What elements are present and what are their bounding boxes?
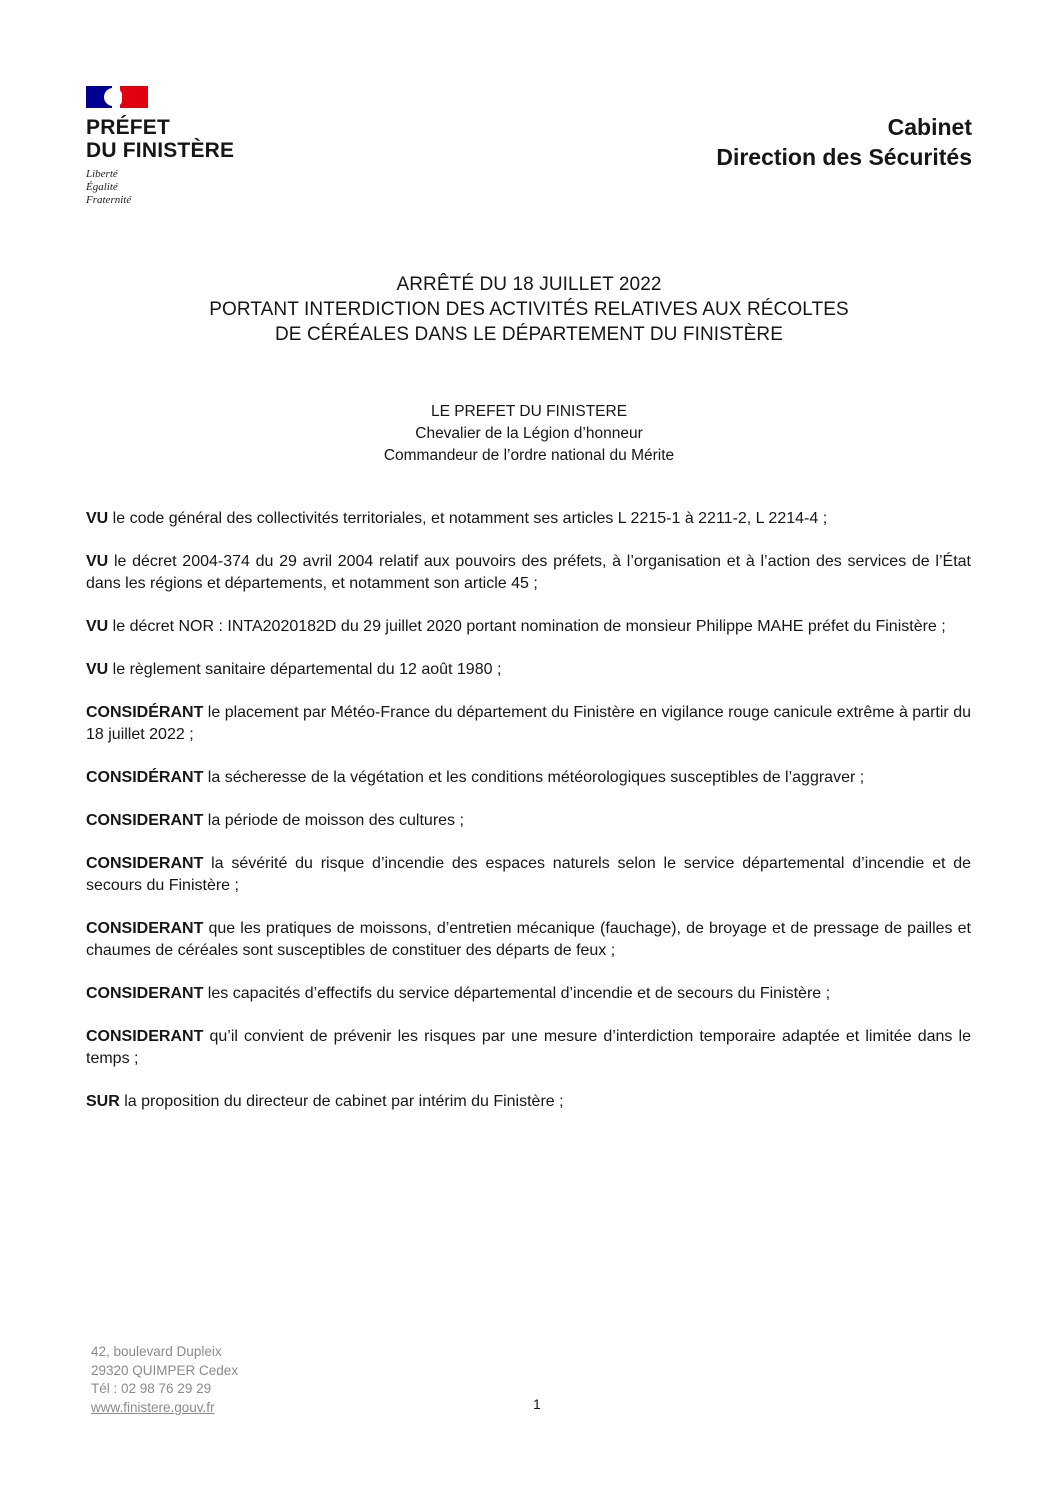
service-line-1: Cabinet [887,114,972,140]
footer-website-link[interactable]: www.finistere.gouv.fr [91,1399,215,1415]
prefecture-logo [86,86,234,207]
logo-motto [86,168,234,207]
title-line-3: DE CÉRÉALES DANS LE DÉPARTEMENT DU FINISTÈRE [274,324,783,345]
paragraph-lead: VU [86,661,109,678]
title-line-1: ARRÊTÉ DU 18 JUILLET 2022 [396,274,662,295]
footer-address-line-2: 29320 QUIMPER Cedex [91,1362,239,1378]
paragraph-lead: CONSIDÉRANT [86,769,204,786]
paragraph [86,983,971,1005]
document-title [0,272,1058,347]
paragraph [86,918,971,962]
paragraph-lead: CONSIDÉRANT [86,704,204,721]
paragraph-text: le placement par Météo-France du département du Finistère en vigilance rouge canicule extrême à partir du 18 juillet 2022 ; [86,704,971,743]
paragraph-lead: SUR [86,1093,120,1110]
footer-address-line-1: 42, boulevard Dupleix [91,1344,222,1359]
footer-phone: Tél : 02 98 76 29 29 [91,1381,212,1396]
paragraph-lead: VU [86,510,109,527]
paragraph-text: qu’il convient de prévenir les risques par une mesure d’interdiction temporaire adaptée et limitée dans le temps ; [86,1028,971,1067]
paragraph-text: les capacités d’effectifs du service départemental d’incendie et de secours du Finistère ; [203,985,831,1002]
authority-line-1: LE PREFET DU FINISTERE [430,403,628,420]
marianne-flag-icon [86,86,148,108]
authority-line-3: Commandeur de l’ordre national du Mérite [383,447,675,464]
paragraph-lead: VU [86,618,109,635]
paragraph-text: la période de moisson des cultures ; [203,812,464,829]
paragraph-text: la proposition du directeur de cabinet par intérim du Finistère ; [119,1093,564,1110]
paragraph [86,853,971,897]
paragraph-lead: CONSIDERANT [86,920,204,937]
logo-line-2: DU FINISTÈRE [86,139,235,162]
paragraph-lead: CONSIDERANT [86,855,204,872]
paragraph-lead: VU [86,553,109,570]
paragraph [86,1091,971,1113]
paragraph-text: le décret NOR : INTA2020182D du 29 juillet 2020 portant nomination de monsieur Philippe MAHE préfet du Finistère ; [108,618,946,635]
paragraph [86,810,971,832]
paragraph-text: que les pratiques de moissons, d’entretien mécanique (fauchage), de broyage et de pressage de pailles et chaumes de céréales sont susceptibles de constituer des départs de feux ; [86,920,971,959]
document-body [86,508,971,1134]
paragraph-text: la sévérité du risque d’incendie des espaces naturels selon le service départemental d’incendie et de secours du Finistère ; [86,855,971,894]
motto-fraternite: Fraternité [86,194,132,206]
paragraph-text: le règlement sanitaire départemental du 12 août 1980 ; [108,661,502,678]
paragraph-text: la sécheresse de la végétation et les conditions météorologiques susceptibles de l’aggraver ; [203,769,865,786]
footer-contact [91,1343,238,1417]
paragraph [86,702,971,746]
paragraph [86,659,971,681]
paragraph-lead: CONSIDERANT [86,812,204,829]
authority-block [0,401,1058,467]
logo-title [86,116,234,162]
paragraph-lead: CONSIDERANT [86,1028,204,1045]
paragraph [86,767,971,789]
title-line-2: PORTANT INTERDICTION DES ACTIVITÉS RELATIVES AUX RÉCOLTES [209,299,849,320]
page-number: 1 [533,1396,541,1412]
paragraph [86,551,971,595]
logo-line-1: PRÉFET [86,116,171,139]
motto-liberte: Liberté [86,168,118,180]
service-line-2: Direction des Sécurités [716,144,972,170]
paragraph-text: le décret 2004-374 du 29 avril 2004 relatif aux pouvoirs des préfets, à l’organisation et à l’action des services de l’État dans les régions et départements, et notamment son article 45 ; [86,553,971,592]
paragraph-text: le code général des collectivités territoriales, et notamment ses articles L 2215-1 à 2211-2, L 2214-4 ; [108,510,828,527]
paragraph [86,508,971,530]
authority-line-2: Chevalier de la Légion d’honneur [415,425,643,442]
motto-egalite: Égalité [86,181,118,193]
paragraph [86,616,971,638]
paragraph [86,1026,971,1070]
service-header [716,112,972,172]
paragraph-lead: CONSIDERANT [86,985,204,1002]
